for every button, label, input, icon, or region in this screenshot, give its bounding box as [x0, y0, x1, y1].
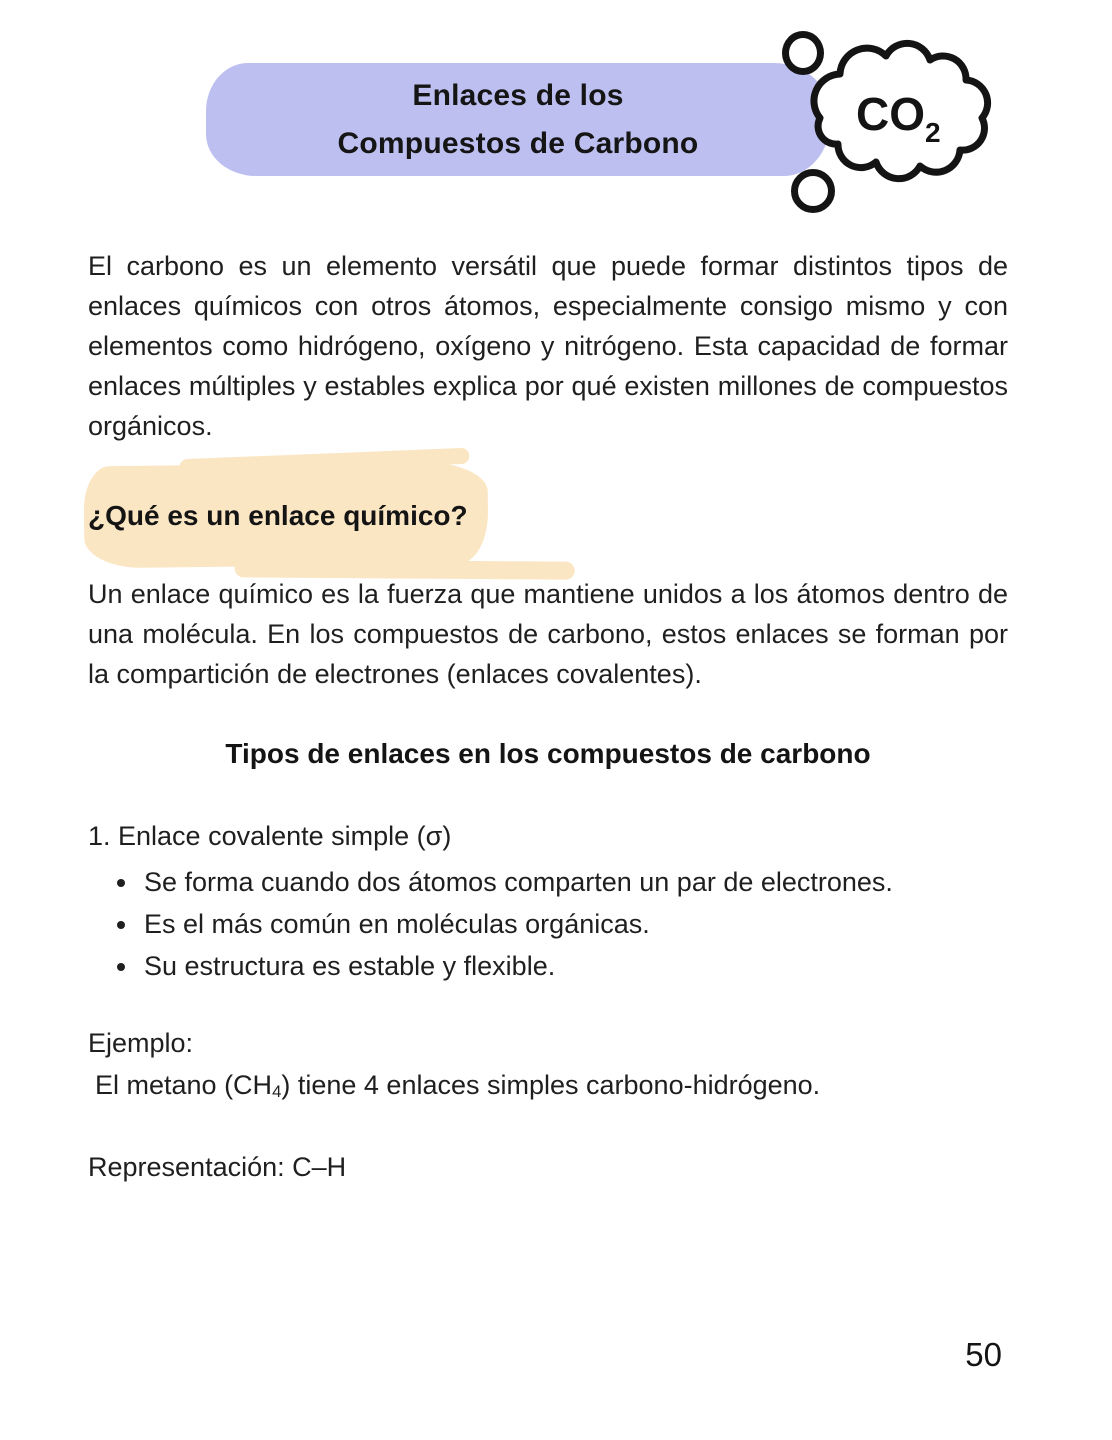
example-text	[88, 1065, 1008, 1109]
example-label: Ejemplo:	[88, 1028, 194, 1058]
list-item: • Es el más común en moléculas orgánicas.	[140, 903, 1008, 945]
question-heading: ¿Qué es un enlace químico?	[88, 500, 468, 531]
page-title-line2: Compuestos de Carbono	[337, 126, 699, 160]
question-paragraph: Un enlace químico es la fuerza que mantiene unidos a los átomos dentro de una molécula. En los compuestos de carbono, estos enlaces se forman por la compartición de electrones (enlaces covalentes).	[88, 579, 1008, 689]
intro-paragraph: El carbono es un elemento versátil que puede formar distintos tipos de enlaces químicos con otros átomos, especialmente consigo mismo y con elementos como hidrógeno, oxígeno y nitrógeno. Esta capacidad de formar enlaces múltiples y estables explica por qué existen millones de compuestos orgánicos.	[88, 251, 1008, 441]
types-heading: Tipos de enlaces en los compuestos de carbono	[225, 738, 871, 769]
question-heading-block	[88, 458, 1008, 574]
example-post: ) tiene 4 enlaces simples carbono-hidrógeno.	[281, 1070, 821, 1100]
page-title	[206, 63, 830, 176]
example-pre: El metano (CH	[95, 1070, 273, 1100]
thought-bubble-icon	[791, 169, 835, 213]
cloud-shape	[798, 26, 998, 194]
page-title-line1: Enlaces de los	[412, 78, 624, 112]
list-item: • Se forma cuando dos átomos comparten un par de electrones.	[140, 861, 1008, 903]
list-item: • Su estructura es estable y flexible.	[140, 945, 1008, 987]
title-banner	[206, 63, 830, 176]
page-number: 50	[965, 1336, 1002, 1373]
body-content	[88, 246, 1008, 1187]
thought-bubble-icon	[782, 31, 824, 75]
example-subscript: 4	[272, 1082, 282, 1101]
representation-text: Representación: C–H	[88, 1152, 347, 1182]
cloud-label: $CO_2$	[856, 88, 941, 148]
bond-type-item-title: 1. Enlace covalente simple (σ)	[88, 821, 452, 851]
bond-type-bullet-list	[88, 861, 1008, 987]
